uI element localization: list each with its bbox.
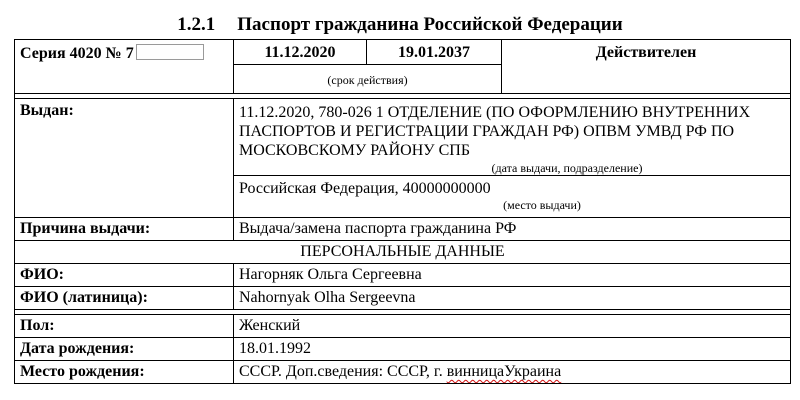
serial-number-label: Серия 4020 № 7	[20, 45, 134, 62]
section-number: 1.2.1	[177, 14, 216, 35]
status-value: Действителен	[595, 44, 697, 61]
issued-label: Выдан:	[15, 99, 234, 218]
redacted-number-box	[136, 44, 204, 60]
fio-value: Нагорняк Ольга Сергеевна	[234, 264, 791, 287]
dob-label: Дата рождения:	[15, 338, 234, 361]
passport-table	[14, 39, 791, 384]
personal-header: ПЕРСОНАЛЬНЫЕ ДАННЫЕ	[15, 241, 791, 264]
sex-value: Женский	[234, 315, 791, 338]
expiry-date: 19.01.2037	[367, 40, 502, 65]
fio-latin-label: ФИО (латиница):	[15, 287, 234, 310]
issue-date: 11.12.2020	[234, 40, 367, 65]
issued-place-caption: (место выдачи)	[503, 198, 581, 212]
pob-value-prefix: СССР. Доп.сведения: СССР, г.	[239, 363, 447, 380]
reason-label: Причина выдачи:	[15, 218, 234, 241]
pob-value-misspelled: винницаУкраина	[446, 363, 562, 380]
fio-label: ФИО:	[15, 264, 234, 287]
validity-caption: (срок действия)	[234, 65, 502, 94]
issued-row	[15, 99, 791, 176]
fio-row	[15, 264, 791, 287]
dob-value: 18.01.1992	[234, 338, 791, 361]
serial-cell	[15, 40, 234, 94]
pob-label: Место рождения:	[15, 361, 234, 384]
issued-authority: 11.12.2020, 780-026 1 ОТДЕЛЕНИЕ (ПО ОФОРМЛЕНИЮ ВНУТРЕННИХ ПАСПОРТОВ И РЕГИСТРАЦИИ ГРАЖДАН РФ) ОПВМ УМВД РФ ПО МОСКОВСКОМУ РАЙОНУ СПБ	[239, 104, 751, 159]
section-title: Паспорт гражданина Российской Федерации	[237, 14, 623, 35]
issued-place: Российская Федерация, 40000000000	[239, 180, 491, 197]
dob-row	[15, 338, 791, 361]
fio-latin-value: Nahornyak Olha Sergeevna	[234, 287, 791, 310]
pob-row	[15, 361, 791, 384]
status-cell	[502, 40, 791, 94]
passport-header-row	[15, 40, 791, 65]
section-heading	[0, 14, 800, 36]
issued-authority-caption: (дата выдачи, подразделение)	[491, 161, 643, 175]
sex-label: Пол:	[15, 315, 234, 338]
reason-row	[15, 218, 791, 241]
pob-value-cell	[234, 361, 791, 384]
reason-value: Выдача/замена паспорта гражданина РФ	[234, 218, 791, 241]
fio-latin-row	[15, 287, 791, 310]
personal-header-row	[15, 241, 791, 264]
issued-authority-cell	[234, 99, 791, 176]
sex-row	[15, 315, 791, 338]
issued-place-cell	[234, 176, 791, 218]
